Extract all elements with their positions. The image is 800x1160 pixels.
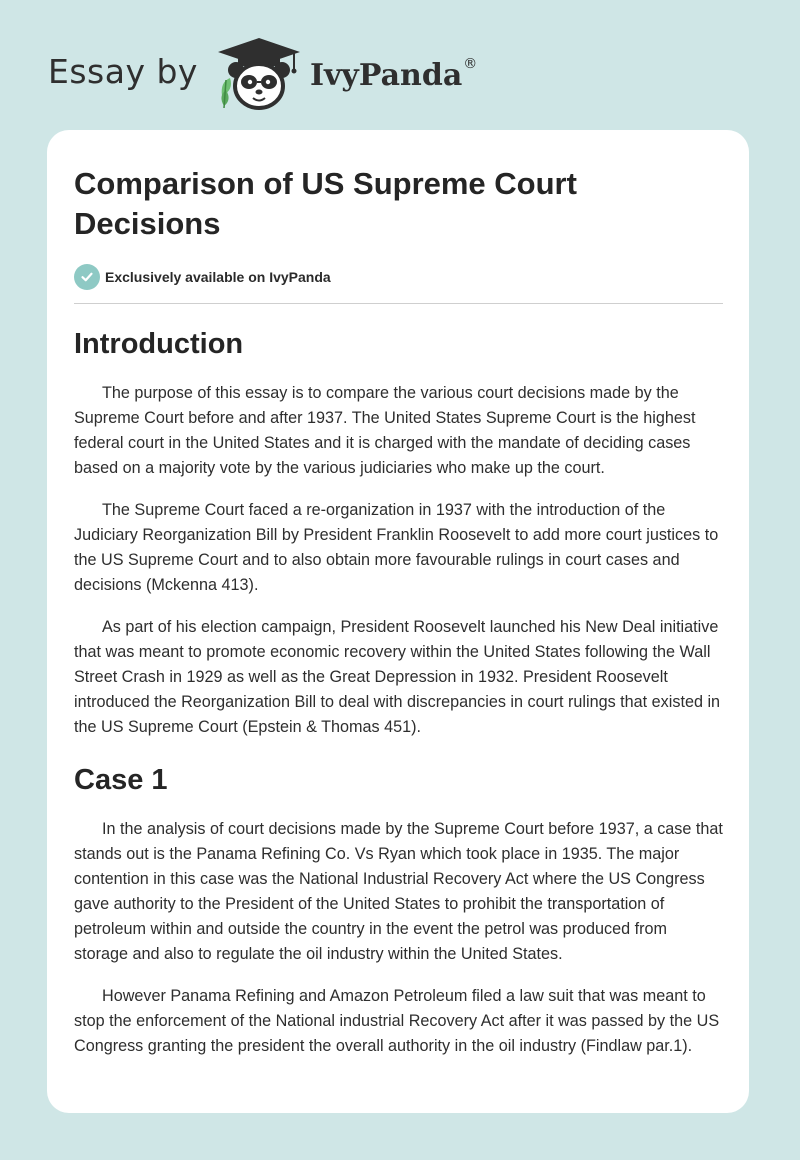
section-heading-introduction: Introduction xyxy=(74,328,244,360)
brand-prefix: Essay by xyxy=(48,51,198,91)
essay-card xyxy=(47,130,749,1113)
paragraph: As part of his election campaign, President Roosevelt launched his New Deal initiative that was meant to promote economic recovery within the United States following the Wall Street Crash in 1929 as well as the Great Depression in 1932. President Roosevelt introduced the Reorganization Bill to deal with discrepancies in court rulings that existed in the US Supreme Court (Epstein & Thomas 451). xyxy=(74,618,721,736)
brand-name[interactable]: IvyPanda® xyxy=(309,55,478,93)
exclusive-badge xyxy=(74,263,723,291)
panda-graduate-logo-icon[interactable] xyxy=(214,36,304,112)
site-header xyxy=(48,34,477,114)
essay-title: Comparison of US Supreme Court Decisions xyxy=(74,166,577,241)
paragraph: The purpose of this essay is to compare the various court decisions made by the Supreme Court before and after 1937. The United States Supreme Court is the highest federal court in the United States and it is charged with the mandate of deciding cases based on a majority vote by the various judiciaries who make up the court. xyxy=(74,384,696,477)
paragraph: In the analysis of court decisions made by the Supreme Court before 1937, a case that stands out is the Panama Refining Co. Vs Ryan which took place in 1935. The major contention in this case was the National Industrial Recovery Act where the US Congress gave authority to the President of the United States to prohibit the transportation of petroleum within and outside the country in the event the petrol was produced from storage and also to regulate the oil industry within the United States. xyxy=(74,820,723,963)
paragraph: The Supreme Court faced a re-organization in 1937 with the introduction of the Judiciary Reorganization Bill by President Franklin Roosevelt to add more court justices to the US Supreme Court and to also obtain more favourable rulings in court cases and decisions (Mckenna 413). xyxy=(74,501,719,594)
divider xyxy=(74,303,723,304)
exclusive-label: Exclusively available on IvyPanda xyxy=(105,269,331,285)
paragraph: However Panama Refining and Amazon Petroleum filed a law suit that was meant to stop the enforcement of the National industrial Recovery Act after it was passed by the US Congress granting the president the overall authority in the oil industry (Findlaw par.1). xyxy=(74,987,720,1055)
checkmark-icon xyxy=(74,264,100,290)
section-heading-case-1: Case 1 xyxy=(74,764,168,796)
